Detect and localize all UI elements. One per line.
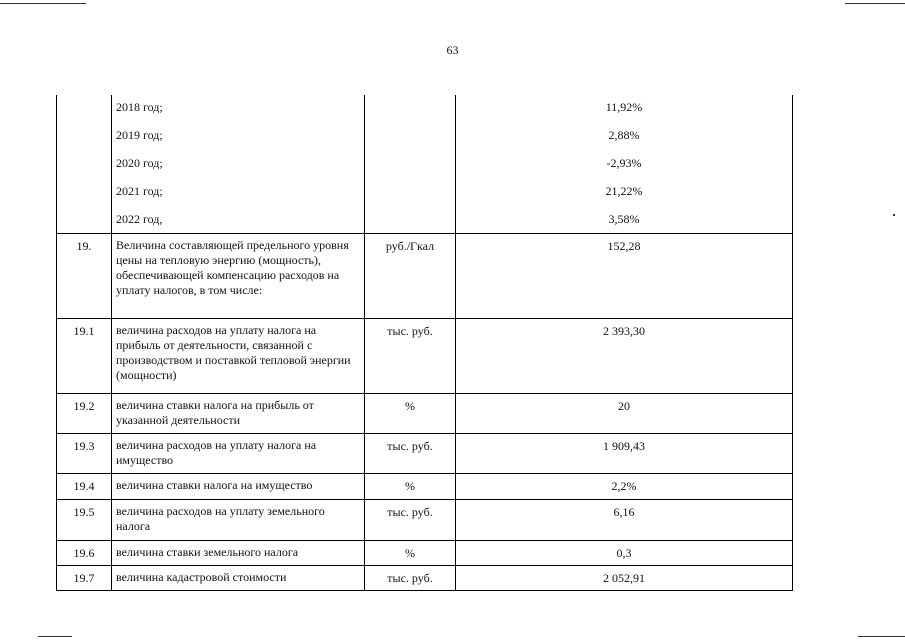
row-value: 20 — [618, 399, 630, 413]
scan-edge-line-top-right — [845, 3, 905, 4]
row-value: 152,28 — [607, 239, 641, 253]
cell-years-values — [456, 95, 793, 234]
table-row — [57, 394, 793, 434]
row-value: 1 909,43 — [603, 439, 645, 453]
row-description: Величина составляющей предельного уровня цены на тепловую энергию (мощность), обеспечивающей компенсацию расходов на уплату налогов, в том числе: — [116, 238, 349, 297]
row-number: 19.7 — [73, 571, 95, 585]
row-unit: тыс. руб. — [387, 505, 433, 519]
table-row — [57, 541, 793, 566]
scan-edge-line-bottom-left — [38, 636, 72, 637]
scan-edge-line-top-left — [0, 3, 86, 4]
row-unit: руб./Гкал — [385, 239, 435, 253]
row-description: величина ставки налога на прибыль от указанной деятельности — [116, 398, 314, 427]
table-row — [57, 319, 793, 394]
row-number: 19.3 — [73, 439, 95, 453]
row-number: 19. — [76, 239, 92, 253]
year-value: 2,88% — [608, 128, 640, 142]
row-unit: тыс. руб. — [387, 439, 433, 453]
cell-years-labels — [112, 95, 365, 234]
row-description: величина кадастровой стоимости — [116, 570, 287, 584]
year-label: 2021 год; — [116, 184, 163, 198]
row-number: 19.5 — [73, 505, 95, 519]
table-row-years — [57, 95, 793, 234]
year-label: 2022 год, — [116, 212, 163, 226]
row-number: 19.2 — [73, 399, 95, 413]
row-description: величина расходов на уплату налога на имущество — [116, 438, 317, 467]
row-description: величина ставки налога на имущество — [116, 478, 313, 492]
year-value: 11,92% — [605, 100, 643, 114]
year-value: -2,93% — [606, 156, 642, 170]
row-number: 19.6 — [73, 546, 95, 560]
row-unit: % — [405, 546, 415, 560]
table-row — [57, 434, 793, 474]
row-value: 2 052,91 — [603, 571, 645, 585]
row-number: 19.4 — [73, 479, 95, 493]
cell-unit-empty — [365, 95, 456, 234]
row-value: 6,16 — [613, 505, 635, 519]
row-description: величина ставки земельного налога — [116, 545, 299, 559]
row-value: 0,3 — [616, 546, 632, 560]
scan-edge-line-bottom-right — [858, 636, 905, 637]
scan-mark — [893, 214, 895, 216]
row-number: 19.1 — [73, 324, 95, 338]
row-unit: % — [405, 399, 415, 413]
table-row — [57, 500, 793, 541]
year-label: 2018 год; — [116, 100, 163, 114]
table-row — [57, 474, 793, 500]
year-label: 2020 год; — [116, 156, 163, 170]
row-unit: тыс. руб. — [387, 324, 433, 338]
row-description: величина расходов на уплату земельного налога — [116, 504, 325, 533]
tariff-table — [56, 95, 793, 591]
row-unit: тыс. руб. — [387, 571, 433, 585]
table-row — [57, 234, 793, 319]
page-number: 63 — [446, 43, 459, 57]
year-value: 3,58% — [608, 212, 640, 226]
cell-num-empty — [57, 95, 112, 234]
row-description: величина расходов на уплату налога на прибыль от деятельности, связанной с производством и поставкой тепловой энергии (мощности) — [116, 323, 351, 382]
year-value: 21,22% — [605, 184, 643, 198]
year-label: 2019 год; — [116, 128, 163, 142]
row-value: 2,2% — [611, 479, 637, 493]
row-unit: % — [405, 479, 415, 493]
table-row — [57, 566, 793, 591]
row-value: 2 393,30 — [603, 324, 645, 338]
